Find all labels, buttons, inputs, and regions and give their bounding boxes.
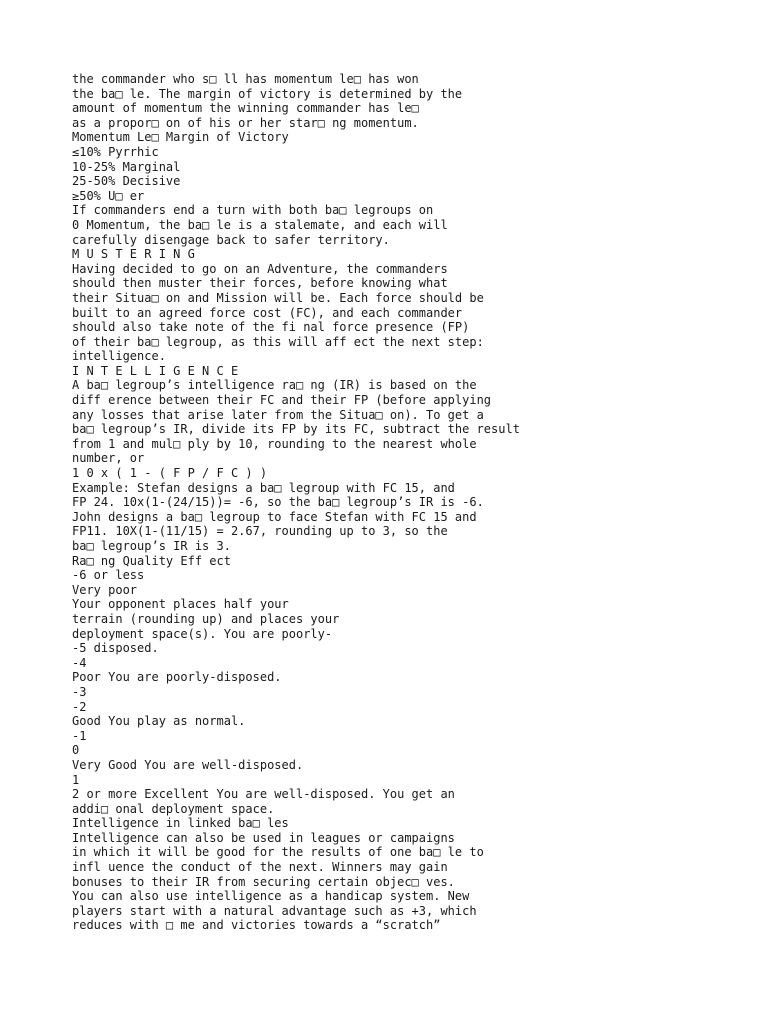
table-row-line: ≤10% Pyrrhic (72, 144, 159, 159)
table-row-line: -1 (72, 728, 87, 743)
table-row-line: deployment space(s). You are poorly- (72, 626, 333, 641)
text-line: FP 24. 10x(1-(24/15))= -6, so the ba□ legroup’s IR is -6. (72, 495, 484, 510)
text-line: Having decided to go on an Adventure, the commanders (72, 261, 448, 276)
table-row-line: Good You play as normal. (72, 714, 246, 729)
table-row-line: Very Good You are well-disposed. (72, 757, 304, 772)
text-line: intelligence. (72, 349, 166, 364)
text-line: reduces with □ me and victories towards a “scratch” (72, 918, 441, 933)
section-heading-intelligence: I N T E L L I G E N C E (72, 363, 239, 378)
text-line: number, or (72, 451, 145, 466)
table-header-line: Ra□ ng Quality Eff ect (72, 553, 231, 568)
table-row-line: -4 (72, 655, 87, 670)
text-line: in which it will be good for the results of one ba□ le to (72, 845, 484, 860)
table-row-line: -5 disposed. (72, 641, 159, 656)
text-line: amount of momentum the winning commander has le□ (72, 101, 419, 116)
text-line: ba□ legroup’s IR is 3. (72, 539, 231, 553)
text-line: Intelligence can also be used in leagues or campaigns (72, 830, 455, 845)
subheading-linked-battles: Intelligence in linked ba□ les (72, 816, 289, 831)
text-line: FP11. 10X(1-(11/15) = 2.67, rounding up to 3, so the (72, 524, 448, 539)
table-row-line: 25-50% Decisive (72, 174, 181, 189)
table-row-line: ≥50% U□ er (72, 188, 145, 203)
section-heading-mustering: M U S T E R I N G (72, 247, 195, 262)
text-line: as a propor□ on of his or her star□ ng momentum. (72, 115, 419, 130)
text-line: should also take note of the fi nal force presence (FP) (72, 320, 470, 335)
text-line: Example: Stefan designs a ba□ legroup with FC 15, and (72, 480, 455, 495)
document-page (72, 72, 692, 933)
text-line: infl uence the conduct of the next. Winners may gain (72, 860, 448, 875)
text-line: should then muster their forces, before knowing what (72, 276, 448, 291)
table-header-line: Momentum Le□ Margin of Victory (72, 130, 289, 145)
table-row-line: 10-25% Marginal (72, 159, 181, 174)
table-row-line: 0 (72, 743, 80, 758)
text-line: A ba□ legroup’s intelligence ra□ ng (IR) is based on the (72, 378, 477, 393)
text-line: any losses that arise later from the Situa□ on). To get a (72, 407, 484, 422)
table-row-line: Your opponent places half your (72, 597, 289, 612)
text-line: the ba□ le. The margin of victory is determined by the (72, 86, 463, 101)
table-row-line: terrain (rounding up) and places your (72, 611, 340, 626)
text-line: If commanders end a turn with both ba□ legroups on (72, 203, 434, 218)
table-row-line: -6 or less (72, 568, 145, 583)
text-line: diff erence between their FC and their FP (before applying (72, 393, 492, 408)
table-row-line: Very poor (72, 582, 138, 597)
table-row-line: 2 or more Excellent You are well-disposed. You get an (72, 787, 455, 802)
text-line: from 1 and mul□ ply by 10, rounding to the nearest whole (72, 436, 477, 451)
text-line: built to an agreed force cost (FC), and each commander (72, 305, 463, 320)
text-line: their Situa□ on and Mission will be. Each force should be (72, 290, 484, 305)
text-line: carefully disengage back to safer territory. (72, 232, 390, 247)
formula-line: 1 0 x ( 1 - ( F P / F C ) ) (72, 466, 268, 481)
text-line: John designs a ba□ legroup to face Stefan with FC 15 and (72, 509, 477, 524)
text-line: ba□ legroup’s IR, divide its FP by its FC, subtract the result (72, 422, 520, 437)
table-row-line: addi□ onal deployment space. (72, 801, 275, 816)
table-row-line: -3 (72, 684, 87, 699)
text-line: of their ba□ legroup, as this will aff ect the next step: (72, 334, 484, 349)
text-line: players start with a natural advantage such as +3, which (72, 903, 477, 918)
table-row-line: -2 (72, 699, 87, 714)
text-line: the commander who s□ ll has momentum le□ has won (72, 72, 419, 86)
table-row-line: 1 (72, 772, 80, 787)
text-line: bonuses to their IR from securing certain objec□ ves. (72, 874, 455, 889)
table-row-line: Poor You are poorly-disposed. (72, 670, 282, 685)
text-line: You can also use intelligence as a handicap system. New (72, 889, 470, 904)
text-line: 0 Momentum, the ba□ le is a stalemate, and each will (72, 217, 448, 232)
